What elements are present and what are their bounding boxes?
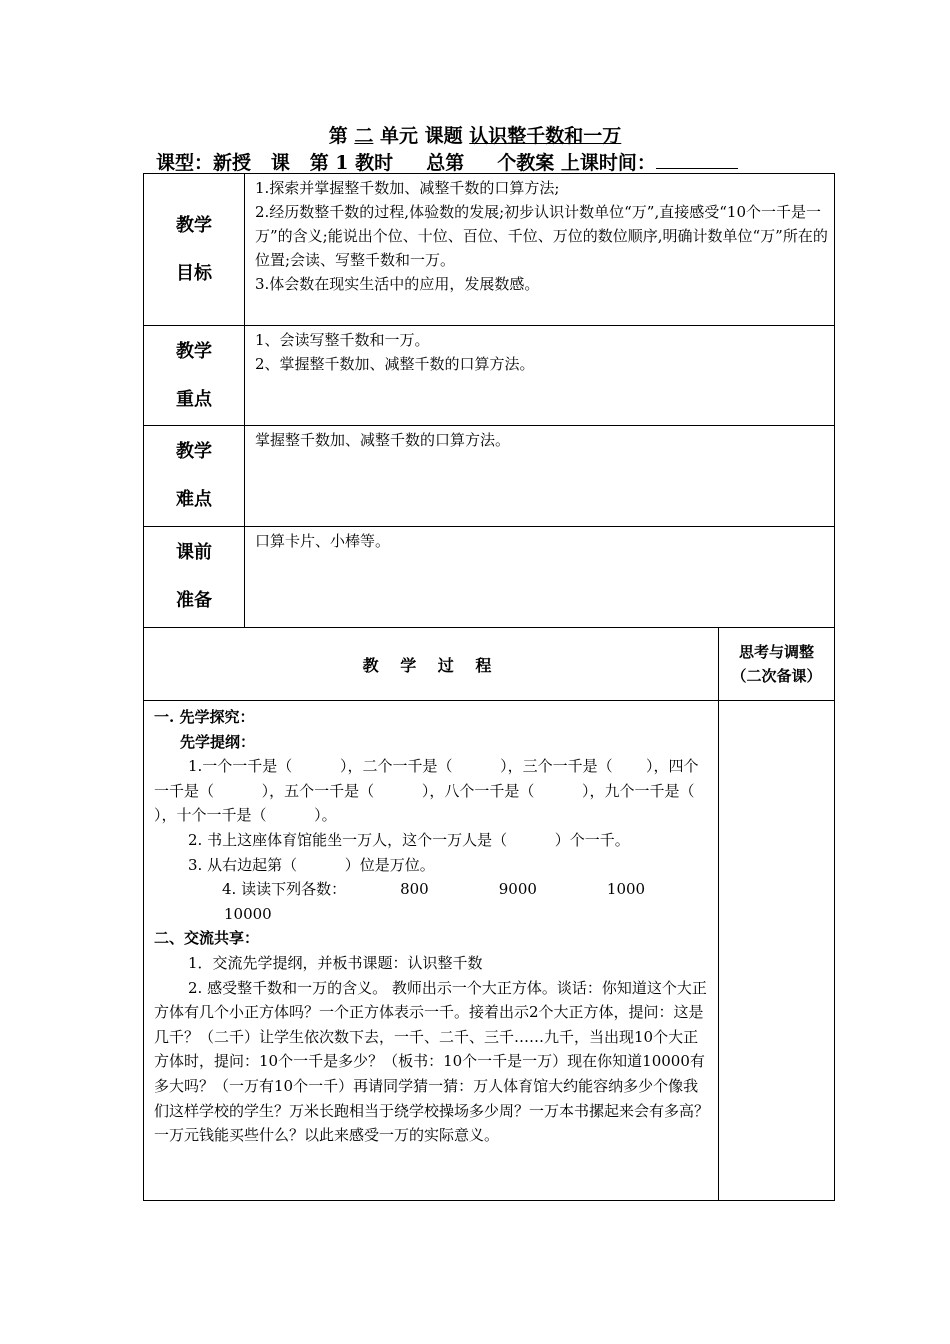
section-2-item-2: 2. 感受整千数和一万的含义。 教师出示一个大正方体。谈话：你知道这个大正方体有几个小正方体吗？一个正方体表示一千。接着出示2个大正方体，提问：这是几千？（二千）让学生依次数下去，一千、二千、三千……九千，当出现10个大正方体时，提问：10个一千是多少？（板书：10个一千是一万）现在你知道10000有多大吗？（一万有10个一千）再请同学猜一猜：万人体育馆大约能容纳多少个像我们这样学校的学生？万米长跑相当于绕学校操场多少周？一万本书摞起来会有多高？一万元钱能买些什么？以此来感受一万的实际意义。	[154, 978, 710, 1145]
lesson-topic: 认识整千数和一万	[469, 125, 622, 147]
key-points-label: 教学 重点	[144, 326, 245, 426]
lesson-meta-text: 课型：新授 课 第 1 教时 总第 个教案 上课时间：	[156, 152, 656, 174]
difficulties-label: 教学 难点	[144, 426, 245, 527]
title-prefix: 第	[328, 125, 348, 147]
key-points-content	[245, 326, 835, 426]
process-title: 教 学 过 程	[144, 628, 719, 701]
difficulties-row	[144, 426, 835, 527]
difficulties-content	[245, 426, 835, 527]
question-4-label: 4. 读读下列各数：	[222, 880, 347, 899]
objective-3: 3.体会数在现实生活中的应用，发展数感。	[255, 275, 540, 293]
adjust-subtitle: （二次备课）	[731, 667, 822, 685]
difficulty-1: 掌握整千数加、减整千数的口算方法。	[255, 431, 511, 449]
number-1000: 1000	[606, 880, 646, 899]
key-points-row	[144, 326, 835, 426]
lesson-meta-line	[156, 150, 816, 175]
outline-heading: 先学提纲：	[180, 732, 256, 751]
question-2: 2. 书上这座体育馆能坐一万人，这个一万人是（ ）个一千。	[188, 830, 630, 849]
question-1: 1.一个一千是（ ），二个一千是（ ），三个一千是（ ），四个一千是（ ），五个一千是（ ），八个一千是（ ），九个一千是（ ），十个一千是（ ）。	[154, 757, 743, 825]
class-time-blank	[656, 150, 738, 169]
number-800: 800	[400, 880, 429, 899]
question-3: 3. 从右边起第（ ）位是万位。	[188, 855, 435, 874]
question-4	[154, 877, 710, 926]
section-1-heading: 一. 先学探究：	[154, 708, 255, 726]
section-2-heading: 二、交流共享：	[154, 929, 260, 948]
preparation-1: 口算卡片、小棒等。	[255, 532, 391, 550]
adjust-content	[719, 701, 835, 1201]
preparation-content	[245, 527, 835, 628]
adjust-title: 思考与调整	[739, 643, 815, 661]
key-point-1: 1、会读写整千数和一万。	[255, 331, 430, 349]
number-9000: 9000	[498, 880, 537, 899]
objectives-row	[144, 174, 835, 326]
process-body-row	[144, 701, 835, 1201]
preparation-row	[144, 527, 835, 628]
preparation-label: 课前 准备	[144, 527, 245, 628]
unit-number: 二	[354, 125, 374, 147]
objectives-content	[245, 174, 835, 326]
lesson-plan-table	[143, 173, 835, 1201]
objective-1: 1.探索并掌握整千数加、减整千数的口算方法;	[255, 179, 560, 197]
section-2-item-1: 1．交流先学提纲，并板书课题：认识整千数	[188, 953, 483, 972]
process-header-row	[144, 628, 835, 701]
objective-2: 2.经历数整千数的过程,体验数的发展;初步认识计数单位“万”,直接感受“10个一千是一万”的含义;能说出个位、十位、百位、千位、万位的数位顺序,明确计数单位“万”所在的位置;会读、写整千数和一万。	[255, 203, 828, 269]
process-content	[144, 701, 743, 1201]
adjust-header	[719, 628, 835, 701]
objectives-label: 教学 目标	[144, 174, 245, 326]
key-point-2: 2、掌握整千数加、减整千数的口算方法。	[255, 355, 535, 373]
number-10000: 10000	[224, 904, 272, 923]
title-mid: 单元 课题	[380, 125, 463, 147]
lesson-title-line	[0, 124, 950, 148]
